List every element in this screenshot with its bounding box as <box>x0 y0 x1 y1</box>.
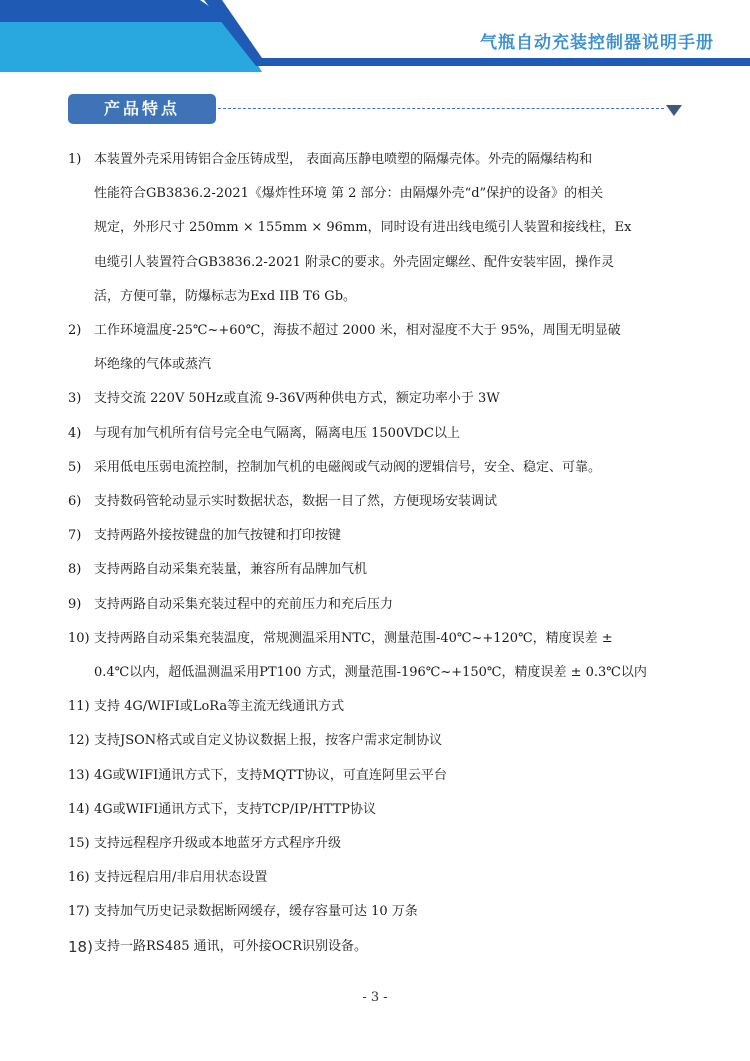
item-number: 6) <box>68 494 82 510</box>
list-item <box>68 143 690 314</box>
item-text-line: 采用低电压弱电流控制，控制加气机的电磁阀或气动阀的逻辑信号，安全、稳定、可靠。 <box>94 459 602 475</box>
list-item <box>68 314 690 382</box>
list-item <box>68 690 690 724</box>
section-header <box>68 94 688 126</box>
item-text-line: 支持两路外接按键盘的加气按键和打印按键 <box>94 528 342 544</box>
item-text-line: 支持JSON格式或自定义协议数据上报，按客户需求定制协议 <box>94 733 443 749</box>
item-text-line: 0.4℃以内，超低温测温采用PT100 方式，测量范围-196℃~+150℃，精度误差 ± 0.3℃以内 <box>94 665 647 681</box>
list-item <box>68 793 690 827</box>
item-number: 15) <box>68 836 90 852</box>
item-text-line: 支持远程启用/非启用状态设置 <box>94 870 268 886</box>
item-text-line: 与现有加气机所有信号完全电气隔离，隔离电压 1500VDC以上 <box>94 425 460 441</box>
feature-list <box>68 143 690 964</box>
section-title: 产品特点 <box>68 94 216 124</box>
list-item <box>68 861 690 895</box>
item-text-line: 支持加气历史记录数据断网缓存，缓存容量可达 10 万条 <box>94 904 418 920</box>
item-number: 13) <box>68 767 90 783</box>
list-item <box>68 930 690 964</box>
item-text-line: 支持远程程序升级或本地蓝牙方式程序升级 <box>94 836 342 852</box>
item-number: 3) <box>68 391 82 407</box>
item-text-line: 规定，外形尺寸 250mm × 155mm × 96mm，同时设有进出线电缆引人装置和接线柱，Ex <box>94 220 632 236</box>
triangle-down-icon <box>666 105 682 116</box>
item-text-line: 本装置外壳采用铸铝合金压铸成型， 表面高压静电喷塑的隔爆壳体。外壳的隔爆结构和 <box>94 152 593 167</box>
item-text-line: 支持两路自动采集充装温度，常规测温采用NTC，测量范围-40℃~+120℃，精度误差 ± <box>94 630 613 646</box>
list-item <box>68 622 690 690</box>
item-number: 4) <box>68 425 82 441</box>
item-text-line: 电缆引人装置符合GB3836.2-2021 附录C的要求。外壳固定螺丝、配件安装牢固，操作灵 <box>94 254 614 270</box>
item-text-line: 支持 4G/WIFI或LoRa等主流无线通讯方式 <box>94 699 345 715</box>
list-item <box>68 588 690 622</box>
item-text-line: 坏绝缘的气体或蒸汽 <box>94 357 212 373</box>
list-item <box>68 724 690 758</box>
item-number: 9) <box>68 596 82 612</box>
item-text-line: 4G或WIFI通讯方式下，支持TCP/IP/HTTP协议 <box>94 801 376 817</box>
list-item <box>68 553 690 587</box>
list-item <box>68 827 690 861</box>
list-item <box>68 895 690 929</box>
item-number: 10) <box>68 630 90 646</box>
list-item <box>68 485 690 519</box>
item-text-line: 性能符合GB3836.2-2021《爆炸性环境 第 2 部分：由隔爆外壳“d”保护的设备》的相关 <box>94 186 604 202</box>
item-text-line: 支持两路自动采集充装量，兼容所有品牌加气机 <box>94 562 368 578</box>
item-number: 18) <box>68 937 93 956</box>
item-number: 14) <box>68 801 90 817</box>
section-divider <box>218 108 664 109</box>
item-number: 12) <box>68 733 90 749</box>
page-number: - 3 - <box>362 990 388 1005</box>
list-item <box>68 451 690 485</box>
item-text-line: 支持数码管轮动显示实时数据状态，数据一目了然，方便现场安装调试 <box>94 494 498 510</box>
item-number: 17) <box>68 904 90 920</box>
list-item <box>68 759 690 793</box>
list-item <box>68 417 690 451</box>
item-text-line: 支持两路自动采集充装过程中的充前压力和充后压力 <box>94 596 394 612</box>
page-header <box>0 0 750 72</box>
document-title: 气瓶自动充装控制器说明手册 <box>480 33 714 53</box>
item-text-line: 4G或WIFI通讯方式下，支持MQTT协议，可直连阿里云平台 <box>94 767 447 783</box>
item-text-line: 支持交流 220V 50Hz或直流 9-36V两种供电方式，额定功率小于 3W <box>94 391 500 407</box>
item-text-line: 活，方便可靠，防爆标志为Exd IIB T6 Gb。 <box>94 288 357 304</box>
item-number: 11) <box>68 699 90 715</box>
item-number: 5) <box>68 459 82 475</box>
item-number: 8) <box>68 562 82 578</box>
item-text-line: 支持一路RS485 通讯，可外接OCR识别设备。 <box>94 938 368 954</box>
item-number: 16) <box>68 870 90 886</box>
item-number: 7) <box>68 528 82 544</box>
list-item <box>68 519 690 553</box>
item-number: 2) <box>68 323 82 339</box>
item-number: 1) <box>68 152 82 167</box>
item-text-line: 工作环境温度-25℃~+60℃，海拔不超过 2000 米，相对湿度不大于 95%，周围无明显破 <box>94 323 621 339</box>
list-item <box>68 382 690 416</box>
